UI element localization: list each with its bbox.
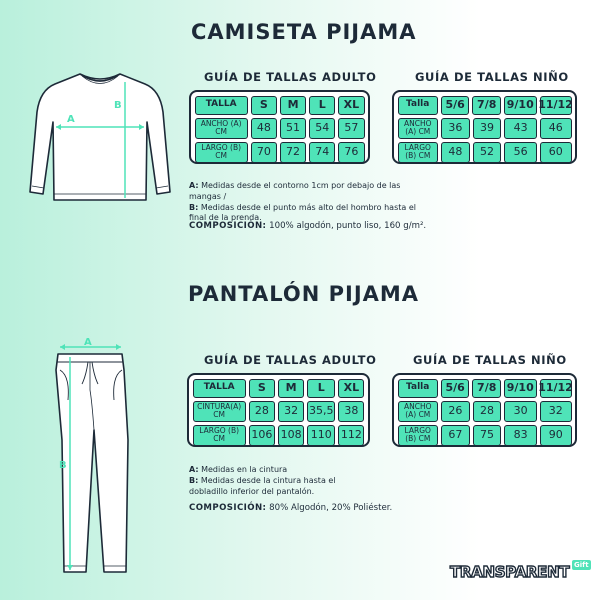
table-header-cell: XL [338, 379, 364, 398]
table-cell: 72 [280, 142, 306, 163]
table-cell: 32 [278, 401, 304, 422]
brand-logo [450, 560, 595, 586]
table-row [193, 116, 366, 140]
table-header-cell: XL [338, 96, 364, 115]
shirt-adult-heading: GUÍA DE TALLAS ADULTO [204, 70, 377, 84]
table-row [396, 399, 573, 423]
note-text: Medidas en la cintura [198, 465, 288, 474]
note-text: Medidas desde la cintura hasta el dobladillo inferior del pantalón. [189, 475, 336, 496]
table-cell: 90 [540, 425, 572, 446]
table-cell: 60 [540, 142, 572, 163]
table-cell: 28 [473, 401, 502, 422]
table-header-cell: Talla [398, 96, 438, 115]
shirt-label-a: A [67, 114, 75, 125]
composition-key: COMPOSICIÓN: [189, 221, 267, 231]
table-header-cell: M [280, 96, 306, 115]
pants-composition [189, 503, 392, 513]
table-header-cell: L [309, 96, 335, 115]
note-key: B: [189, 202, 199, 212]
table-cell: 48 [441, 142, 470, 163]
table-cell: 56 [504, 142, 537, 163]
table-cell: 108 [278, 425, 304, 446]
table-row-label: ANCHO (A) CM [398, 401, 439, 422]
table-cell: 54 [309, 118, 335, 139]
table-cell: 74 [309, 142, 335, 163]
pants-adult-table [187, 373, 370, 447]
note-text: Medidas desde el punto más alto del hombro hasta el final de la prenda. [189, 202, 416, 223]
table-row-label: ANCHO (A) CM [195, 118, 248, 139]
table-header-cell: 9/10 [504, 379, 537, 398]
table-header-cell: S [251, 96, 277, 115]
table-cell: 67 [441, 425, 470, 446]
table-cell: 43 [504, 118, 537, 139]
shirt-notes [189, 181, 429, 224]
table-cell: 57 [338, 118, 364, 139]
pants-kids-table [392, 373, 577, 447]
table-cell: 28 [249, 401, 275, 422]
pants-label-a: A [84, 337, 92, 348]
table-row [191, 423, 366, 447]
table-cell: 46 [540, 118, 572, 139]
brand-name: TRANSPARENT [450, 563, 570, 581]
table-cell: 52 [473, 142, 502, 163]
table-row [396, 140, 573, 164]
table-cell: 32 [540, 401, 572, 422]
table-cell: 39 [473, 118, 502, 139]
table-header-cell: 11/12 [540, 96, 572, 115]
table-cell: 26 [441, 401, 470, 422]
note-key: A: [189, 181, 199, 190]
table-cell: 38 [338, 401, 364, 422]
pants-label-b: B [59, 460, 67, 471]
table-header-cell: 5/6 [441, 379, 470, 398]
table-row-label: LARGO (B) CM [398, 425, 439, 446]
note-key: B: [189, 475, 199, 485]
table-cell: 36 [441, 118, 470, 139]
pants-title: PANTALÓN PIJAMA [188, 282, 420, 306]
table-header-cell: 7/8 [472, 379, 501, 398]
pants-kids-heading: GUÍA DE TALLAS NIÑO [413, 353, 567, 367]
shirt-illustration [25, 72, 175, 212]
table-header-cell: M [278, 379, 304, 398]
table-row [191, 377, 366, 399]
table-cell: 83 [504, 425, 537, 446]
table-cell: 35,5 [307, 401, 335, 422]
table-cell: 48 [251, 118, 277, 139]
table-row [396, 94, 573, 116]
composition-key: COMPOSICIÓN: [189, 503, 267, 513]
table-row [193, 140, 366, 164]
table-cell: 110 [307, 425, 335, 446]
table-row-label: CINTURA(A) CM [193, 401, 246, 422]
shirt-adult-table [189, 90, 370, 164]
table-header-cell: 11/12 [540, 379, 572, 398]
pants-adult-heading: GUÍA DE TALLAS ADULTO [204, 353, 377, 367]
note-key: A: [189, 465, 199, 474]
table-cell: 30 [504, 401, 537, 422]
shirt-kids-table [392, 90, 577, 164]
table-header-cell: 5/6 [441, 96, 470, 115]
table-cell: 75 [473, 425, 502, 446]
shirt-label-b: B [114, 100, 122, 111]
shirt-title: CAMISETA PIJAMA [191, 20, 417, 44]
table-row [396, 423, 573, 447]
table-header-cell: L [307, 379, 335, 398]
table-cell: 76 [338, 142, 364, 163]
table-row-label: LARGO (B) CM [193, 425, 246, 446]
table-cell: 112 [338, 425, 364, 446]
table-row-label: LARGO (B) CM [398, 142, 439, 163]
table-header-cell: S [249, 379, 275, 398]
note-text: Medidas desde el contorno 1cm por debajo de las mangas / [189, 181, 401, 201]
table-row-label: ANCHO (A) CM [398, 118, 439, 139]
table-row [396, 377, 573, 399]
composition-text: 100% algodón, punto liso, 160 g/m². [266, 221, 427, 231]
pants-notes [189, 465, 369, 497]
shirt-kids-heading: GUÍA DE TALLAS NIÑO [415, 70, 569, 84]
table-row-label: LARGO (B) CM [195, 142, 248, 163]
table-cell: 70 [251, 142, 277, 163]
table-cell: 51 [280, 118, 306, 139]
table-header-cell: Talla [398, 379, 438, 398]
table-row [396, 116, 573, 140]
table-header-cell: TALLA [193, 379, 246, 398]
table-header-cell: 7/8 [472, 96, 501, 115]
table-row [193, 94, 366, 116]
composition-text: 80% Algodón, 20% Poliéster. [266, 503, 393, 513]
table-row [191, 399, 366, 423]
shirt-composition [189, 221, 426, 231]
brand-badge: Gift [574, 561, 589, 569]
table-cell: 106 [249, 425, 275, 446]
table-header-cell: TALLA [195, 96, 248, 115]
table-header-cell: 9/10 [504, 96, 537, 115]
